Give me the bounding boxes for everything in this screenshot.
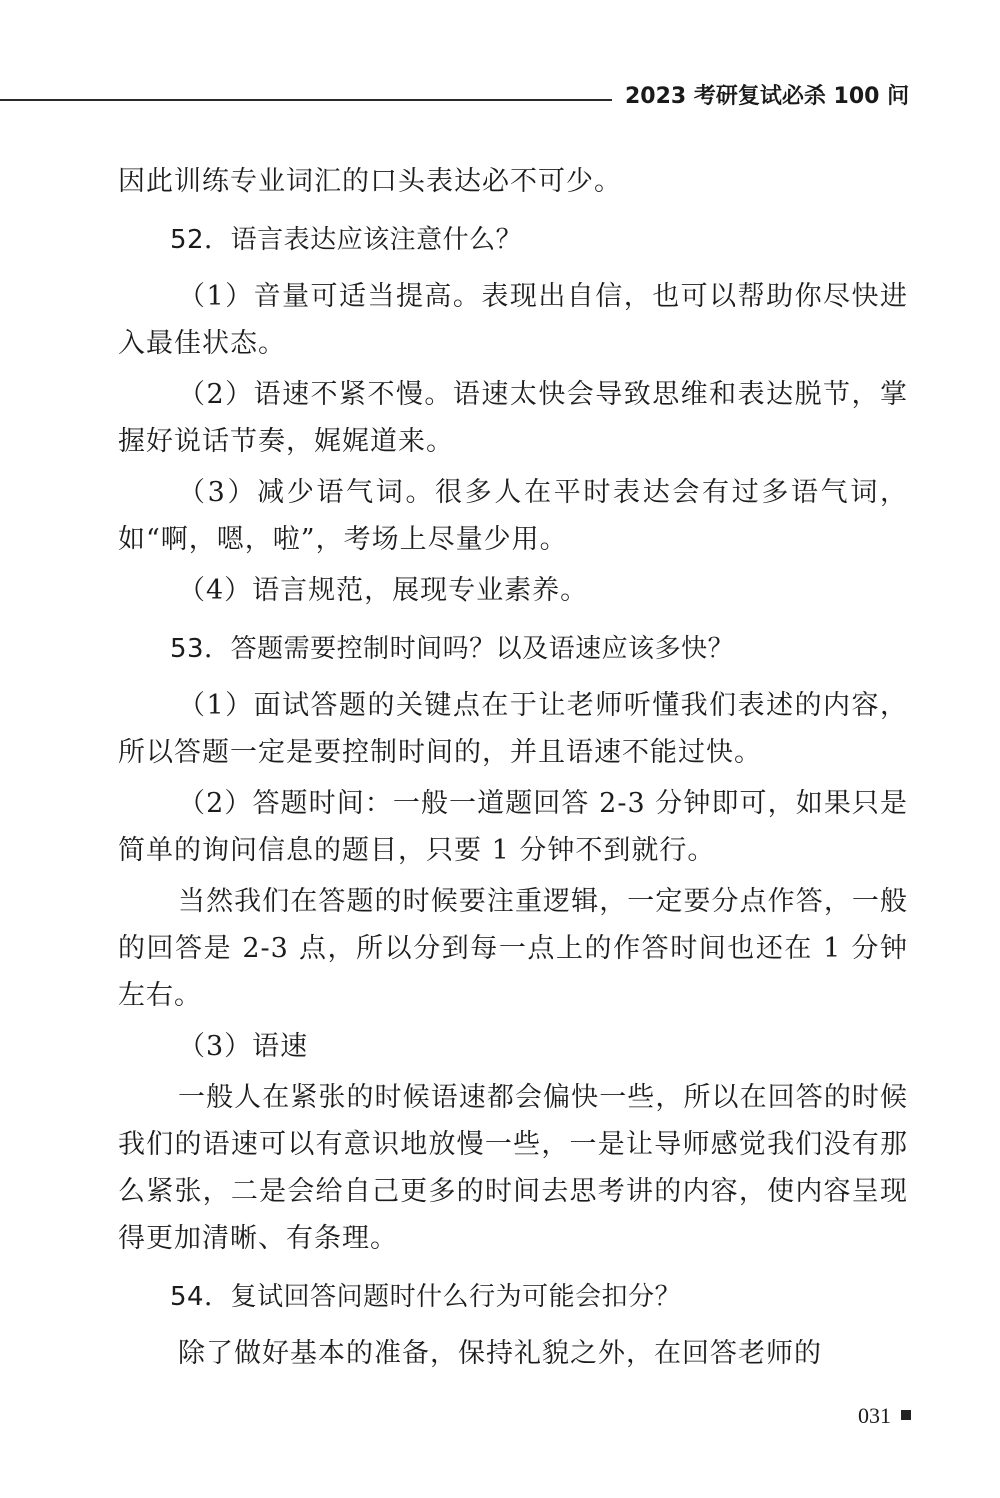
q53-point-3-title: （3）语速 xyxy=(178,1031,309,1062)
question-54-heading: 54．复试回答问题时什么行为可能会扣分？ xyxy=(170,1282,682,1312)
page-marker-square xyxy=(901,1410,911,1420)
q52-point-4: （4）语言规范，展现专业素养。 xyxy=(178,575,589,606)
running-header-title: 2023 考研复试必杀 100 问 xyxy=(625,84,910,109)
q53-point-2: （2）答题时间：一般一道题回答 2-3 分钟即可，如果只是简单的询问信息的题目，只要 1 分钟不到就行。 xyxy=(118,788,908,866)
q53-paragraph-speed: 一般人在紧张的时候语速都会偏快一些，所以在回答的时候我们的语速可以有意识地放慢一些，一是让导师感觉我们没有那么紧张，二是会给自己更多的时间去思考讲的内容，使内容呈现得更加清晰、有条理。 xyxy=(118,1082,908,1254)
question-53-heading: 53．答题需要控制时间吗？以及语速应该多快？ xyxy=(170,634,735,664)
question-52-heading: 52．语言表达应该注意什么？ xyxy=(170,225,523,255)
q53-paragraph-logic: 当然我们在答题的时候要注重逻辑，一定要分点作答，一般的回答是 2-3 点，所以分到每一点上的作答时间也还在 1 分钟左右。 xyxy=(118,886,908,1011)
page-number: 031 xyxy=(858,1403,891,1428)
q52-point-3: （3）减少语气词。很多人在平时表达会有过多语气词，如“啊，嗯，啦”，考场上尽量少用。 xyxy=(118,477,908,555)
q54-intro: 除了做好基本的准备，保持礼貌之外，在回答老师的 xyxy=(178,1338,822,1369)
q52-point-1: （1）音量可适当提高。表现出自信，也可以帮助你尽快进入最佳状态。 xyxy=(118,281,908,359)
header-rule xyxy=(0,99,612,101)
paragraph-intro: 因此训练专业词汇的口头表达必不可少。 xyxy=(118,166,622,197)
q52-point-2: （2）语速不紧不慢。语速太快会导致思维和表达脱节，掌握好说话节奏，娓娓道来。 xyxy=(118,379,908,457)
page-content xyxy=(118,158,908,1381)
q53-point-1: （1）面试答题的关键点在于让老师听懂我们表述的内容，所以答题一定是要控制时间的，并且语速不能过快。 xyxy=(118,690,908,768)
